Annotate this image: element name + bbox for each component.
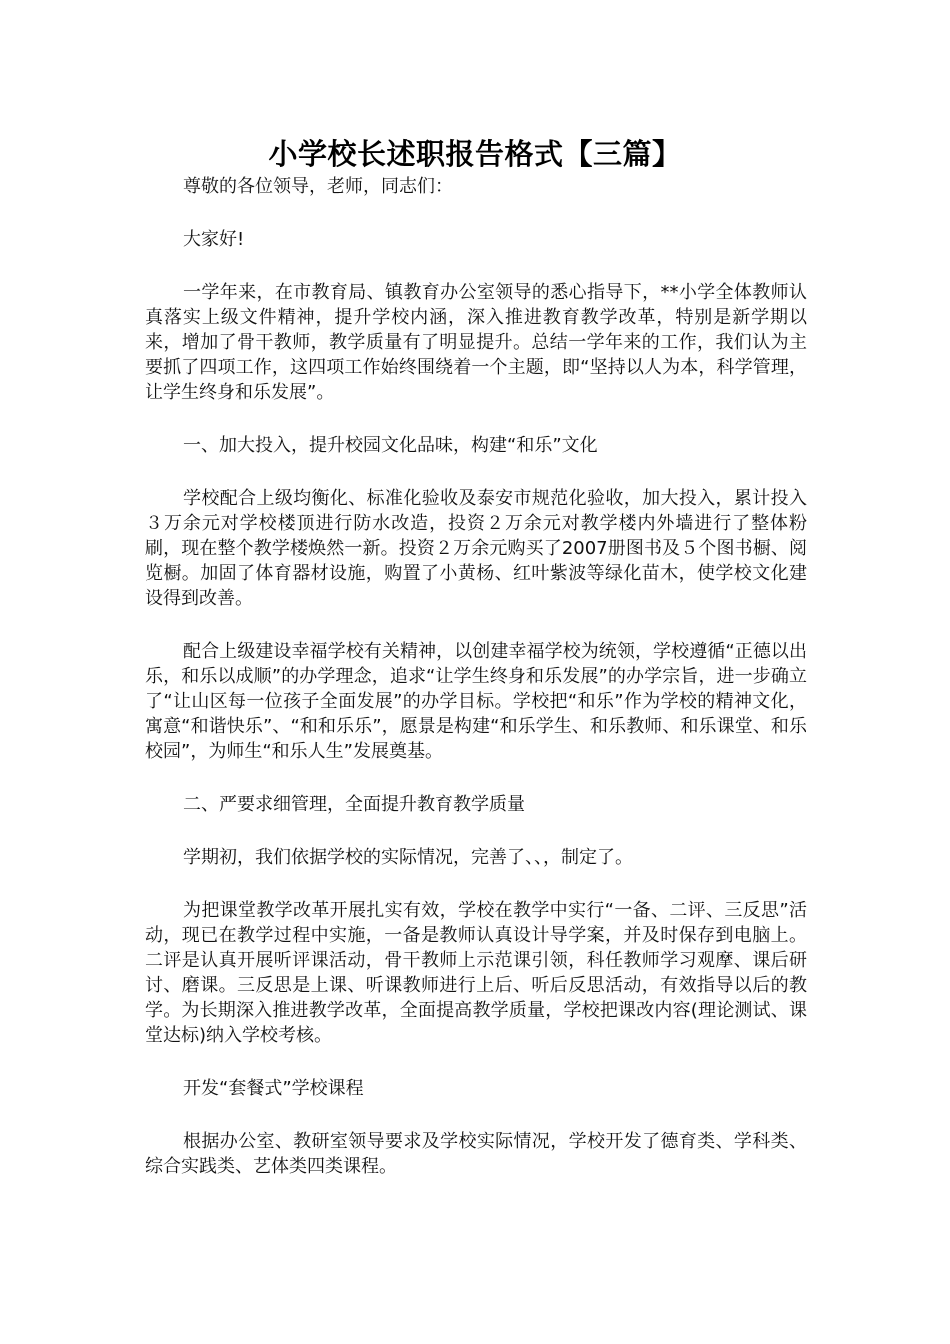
paragraph-culture: 配合上级建设幸福学校有关精神，以创建幸福学校为统领，学校遵循“正德以出乐，和乐以成顺”的办学理念，追求“让学生终身和乐发展”的办学宗旨，进一步确立了“让山区每一位孩子全面发展”的办学目标。学校把“和乐”作为学校的精神文化，寓意“和谐快乐”、“和和乐乐”，愿景是构建“和乐学生、和乐教师、和乐课堂、和乐校园”，为师生“和乐人生”发展奠基。 (145, 641, 807, 762)
intro-paragraph: 一学年来，在市教育局、镇教育办公室领导的悉心指导下，**小学全体教师认真落实上级文件精神，提升学校内涵，深入推进教育教学改革，特别是新学期以来，增加了骨干教师，教学质量有了明显提升。总结一学年来的工作，我们认为主要抓了四项工作，这四项工作始终围绕着一个主题，即“坚持以人为本，科学管理，让学生终身和乐发展”。 (145, 282, 807, 403)
section-heading-1: 一、加大投入，提升校园文化品味，构建“和乐”文化 (183, 435, 598, 456)
section-heading-2: 二、严要求细管理，全面提升教育教学质量 (183, 794, 525, 815)
paragraph-curriculum: 根据办公室、教研室领导要求及学校实际情况，学校开发了德育类、学科类、综合实践类、艺体类四类课程。 (145, 1131, 807, 1177)
greeting: 大家好! (183, 229, 245, 250)
document-title: 小学校长述职报告格式【三篇】 (268, 137, 682, 171)
paragraph-investment: 学校配合上级均衡化、标准化验收及泰安市规范化验收，加大投入，累计投入３万余元对学校楼顶进行防水改造，投资２万余元对教学楼内外墙进行了整体粉刷，现在整个教学楼焕然一新。投资２万余元购买了2007册图书及５个图书橱、阅览橱。加固了体育器材设施，购置了小黄杨、红叶紫波等绿化苗木，使学校文化建设得到改善。 (145, 488, 807, 609)
subheading-curriculum: 开发“套餐式”学校课程 (183, 1078, 364, 1099)
document-body (145, 174, 807, 1179)
salutation: 尊敬的各位领导，老师，同志们： (183, 176, 453, 197)
paragraph-semester-start: 学期初，我们依据学校的实际情况，完善了、、，制定了。 (183, 847, 633, 868)
paragraph-reform: 为把课堂教学改革开展扎实有效，学校在教学中实行“一备、二评、三反思”活动，现已在教学过程中实施，一备是教师认真设计导学案，并及时保存到电脑上。二评是认真开展听评课活动，骨干教师上示范课引领，科任教师学习观摩、课后研讨、磨课。三反思是上课、听课教师进行上后、听后反思活动，有效指导以后的教学。为长期深入推进教学改革，全面提高教学质量，学校把课改内容(理论测试、课堂达标)纳入学校考核。 (145, 900, 807, 1046)
